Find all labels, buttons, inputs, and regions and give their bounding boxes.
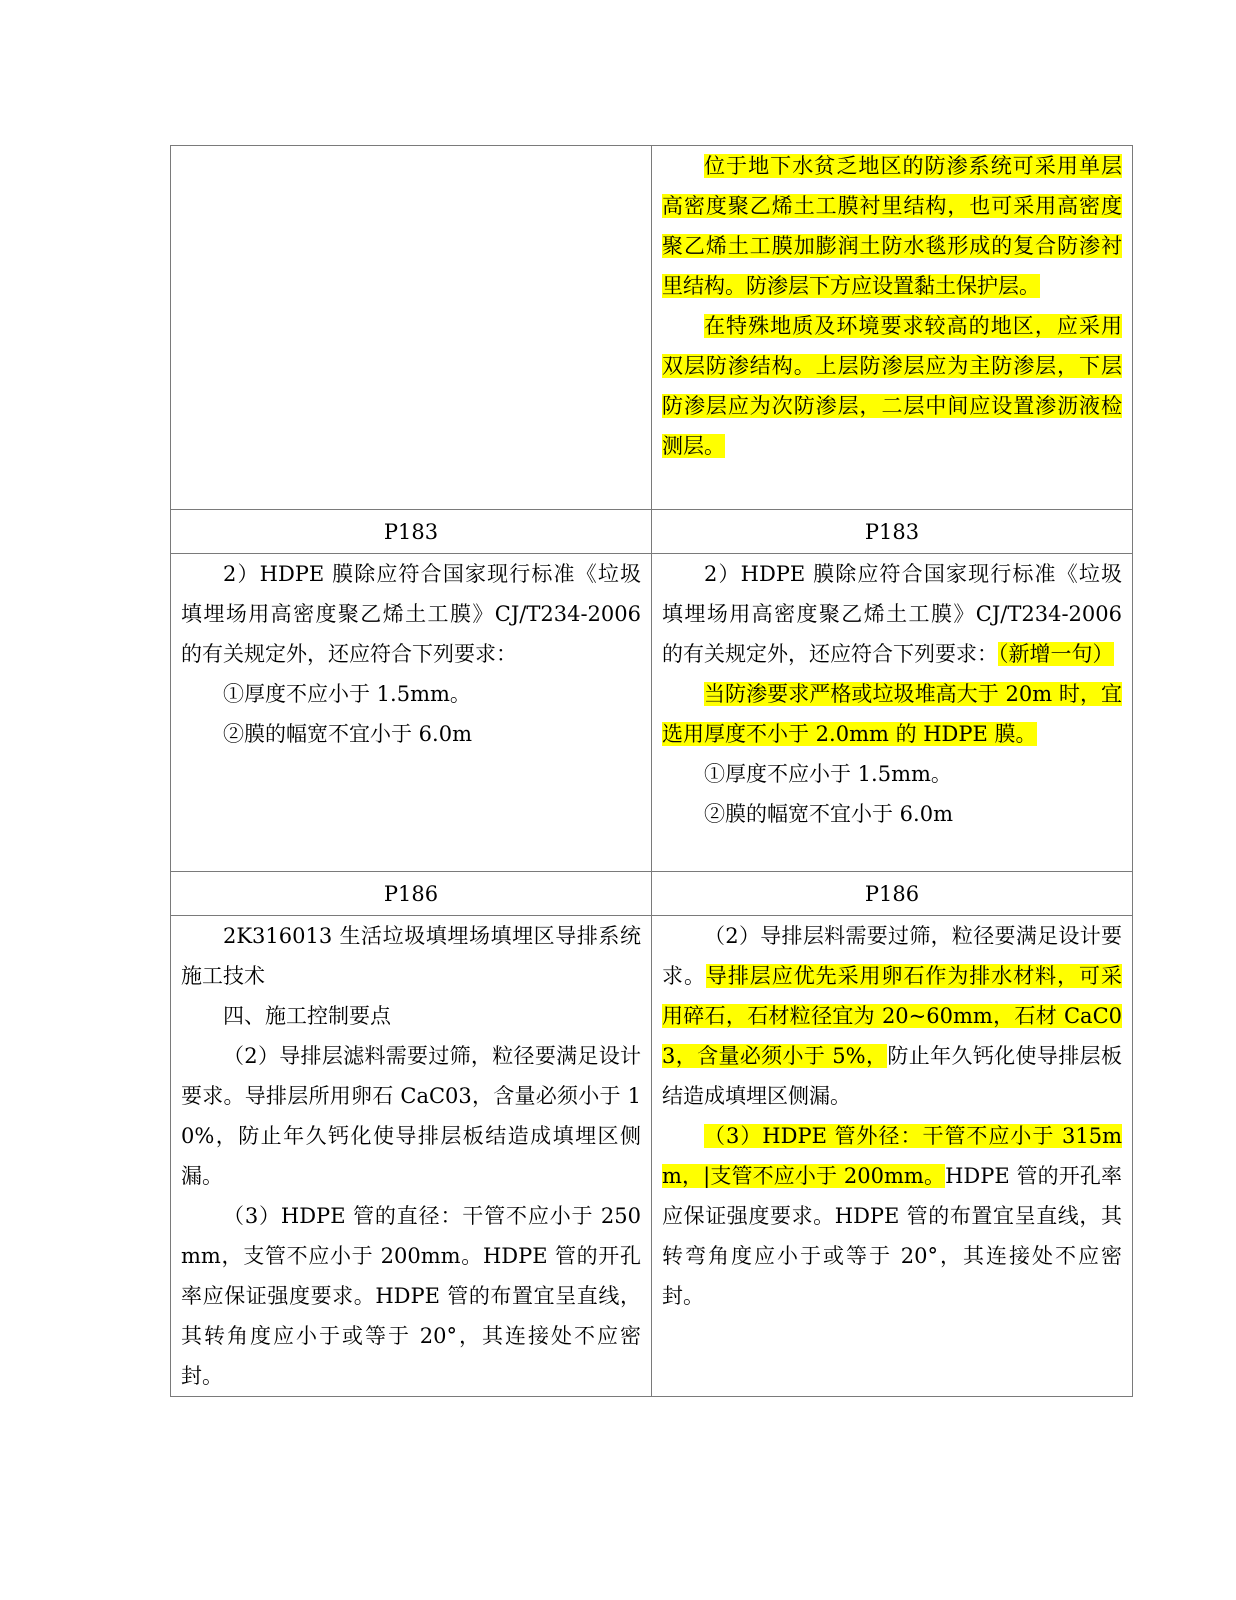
left-cell [171, 916, 652, 1397]
table-row [171, 146, 1133, 510]
table-row [171, 916, 1133, 1397]
paragraph-text: 2）HDPE 膜除应符合国家现行标准《垃圾填埋场用高密度聚乙烯土工膜》CJ/T234-2006 的有关规定外，还应符合下列要求： [662, 562, 1122, 666]
table-row [171, 554, 1133, 872]
paragraph: （2）导排层滤料需要过筛，粒径要满足设计要求。导排层所用卵石 CaC03，含量必须小于 10%，防止年久钙化使导排层板结造成填埋区侧漏。 [181, 1044, 641, 1188]
page-ref-row [171, 872, 1133, 916]
right-cell [652, 916, 1133, 1397]
paragraph [662, 1116, 1122, 1316]
highlighted-text: 当防渗要求严格或垃圾堆高大于 20m 时，宜选用厚度不小于 2.0mm 的 HDPE 膜。 [662, 682, 1122, 746]
page-ref-right: P183 [652, 510, 1133, 554]
paragraph: （3）HDPE 管的直径：干管不应小于 250mm，支管不应小于 200mm。HDPE 管的开孔率应保证强度要求。HDPE 管的布置宜呈直线，其转角度应小于或等于 20°，其连接处不应密封。 [181, 1204, 641, 1388]
paragraph [662, 554, 1122, 674]
right-cell [652, 554, 1133, 872]
page-ref-right: P186 [652, 872, 1133, 916]
left-cell [171, 554, 652, 872]
paragraph: ①厚度不应小于 1.5mm。 [704, 762, 952, 786]
highlighted-text: 导排层应优先采用卵石作为排水材料，可采用碎石，石材粒径宜为 20~60mm，石材 CaC03，含量必须小于 5%， [662, 964, 1123, 1068]
paragraph: ②膜的幅宽不宜小于 6.0m [223, 722, 472, 746]
highlighted-text: （新增一句） [998, 642, 1114, 666]
page-ref-left: P183 [171, 510, 652, 554]
left-cell-empty [171, 146, 652, 510]
comparison-table [170, 145, 1133, 1397]
highlighted-text: 在特殊地质及环境要求较高的地区，应采用双层防渗结构。上层防渗层应为主防渗层，下层防渗层应为次防渗层，二层中间应设置渗沥液检测层。 [662, 314, 1122, 458]
page-ref-left: P186 [171, 872, 652, 916]
paragraph: ①厚度不应小于 1.5mm。 [223, 682, 471, 706]
paragraph-text: 防止年久钙化使导排层板结造成填埋区侧漏。 [662, 1044, 1122, 1108]
paragraph [662, 916, 1122, 1116]
paragraph-text: HDPE 管的开孔率应保证强度要求。HDPE 管的布置宜呈直线，其转弯角度应小于或等于 20°，其连接处不应密封。 [662, 1164, 1122, 1308]
highlighted-text: 位于地下水贫乏地区的防渗系统可采用单层高密度聚乙烯土工膜衬里结构，也可采用高密度聚乙烯土工膜加膨润土防水毯形成的复合防渗衬里结构。防渗层下方应设置黏土保护层。 [662, 154, 1122, 298]
page-ref-row [171, 510, 1133, 554]
section-heading: 2K316013 生活垃圾填埋场填埋区导排系统施工技术 [181, 924, 641, 988]
highlighted-text: （3）HDPE 管外径：干管不应小于 315mm，|支管不应小于 200mm。 [662, 1124, 1122, 1188]
subsection-heading: 四、施工控制要点 [223, 1004, 391, 1028]
paragraph: 2）HDPE 膜除应符合国家现行标准《垃圾填埋场用高密度聚乙烯土工膜》CJ/T234-2006 的有关规定外，还应符合下列要求： [181, 562, 641, 666]
right-cell [652, 146, 1133, 510]
paragraph: ②膜的幅宽不宜小于 6.0m [704, 802, 953, 826]
paragraph-text: （2）导排层料需要过筛，粒径要满足设计要求。 [662, 924, 1122, 988]
